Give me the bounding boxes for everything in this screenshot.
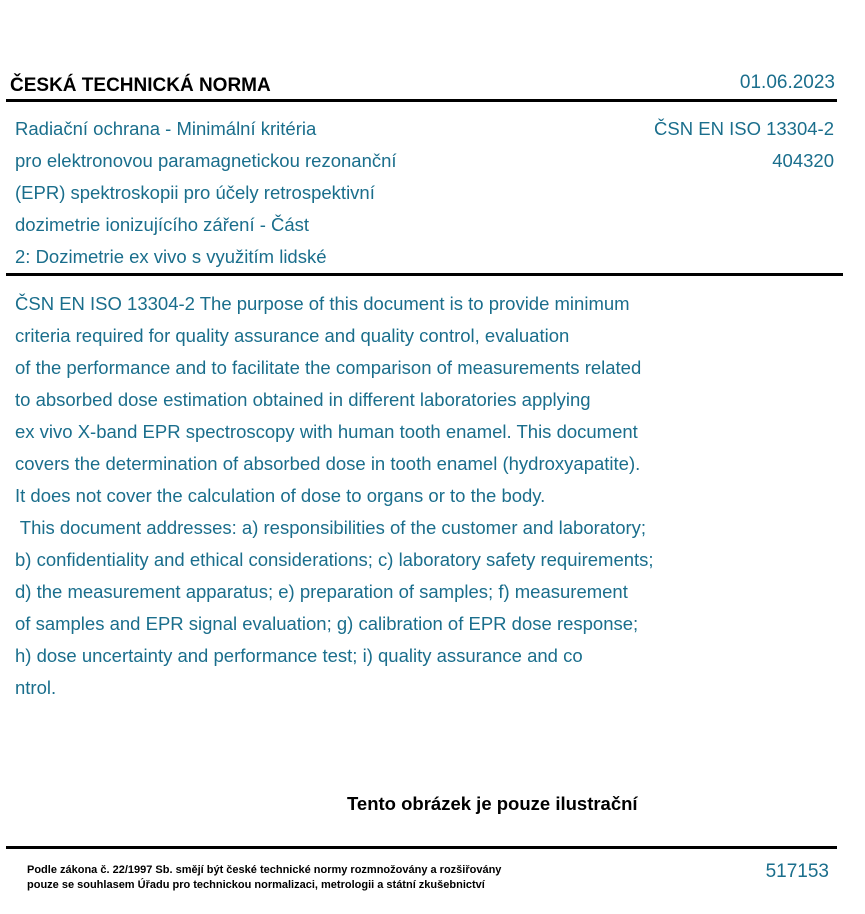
abstract-line: to absorbed dose estimation obtained in different laboratories applying xyxy=(15,389,591,410)
footer-legal-line: pouze se souhlasem Úřadu pro technickou normalizaci, metrologii a státní zkušebnictví xyxy=(27,879,485,891)
abstract-line: This document addresses: a) responsibilities of the customer and laboratory; xyxy=(15,517,647,538)
footer-legal-line: Podle zákona č. 22/1997 Sb. smějí být české technické normy rozmnožovány a rozšiřovány xyxy=(27,864,502,876)
abstract-line: ČSN EN ISO 13304-2 The purpose of this document is to provide minimum xyxy=(15,293,630,314)
abstract-line: of the performance and to facilitate the comparison of measurements related xyxy=(15,357,642,378)
title-line: Radiační ochrana - Minimální kritéria xyxy=(15,118,317,139)
abstract-line: of samples and EPR signal evaluation; g) calibration of EPR dose response; xyxy=(15,613,639,634)
abstract-line: criteria required for quality assurance and quality control, evaluation xyxy=(15,325,570,346)
abstract-line: d) the measurement apparatus; e) preparation of samples; f) measurement xyxy=(15,581,628,602)
abstract-line: It does not cover the calculation of dose to organs or to the body. xyxy=(15,485,546,506)
title-line: dozimetrie ionizujícího záření - Část xyxy=(15,214,310,235)
abstract-line: covers the determination of absorbed dose in tooth enamel (hydroxyapatite). xyxy=(15,453,641,474)
classification-number: 404320 xyxy=(772,150,834,171)
footer-rule xyxy=(6,846,837,849)
title-line: 2: Dozimetrie ex vivo s využitím lidské xyxy=(15,246,327,267)
abstract-line: h) dose uncertainty and performance test; i) quality assurance and co xyxy=(15,645,583,666)
title-line: pro elektronovou paramagnetickou rezonanční xyxy=(15,150,397,171)
abstract-line: ntrol. xyxy=(15,677,57,698)
document-id: 517153 xyxy=(765,861,829,882)
title-rule xyxy=(6,273,843,276)
standard-code: ČSN EN ISO 13304-2 xyxy=(654,118,834,139)
illustration-notice: Tento obrázek je pouze ilustrační xyxy=(347,793,638,814)
abstract-line: b) confidentiality and ethical considerations; c) laboratory safety requirements; xyxy=(15,549,654,570)
publication-date: 01.06.2023 xyxy=(739,72,835,93)
header-rule xyxy=(6,99,837,102)
document-type-heading: ČESKÁ TECHNICKÁ NORMA xyxy=(10,75,271,96)
abstract-line: ex vivo X-band EPR spectroscopy with human tooth enamel. This document xyxy=(15,421,638,442)
title-line: (EPR) spektroskopii pro účely retrospektivní xyxy=(15,182,375,203)
